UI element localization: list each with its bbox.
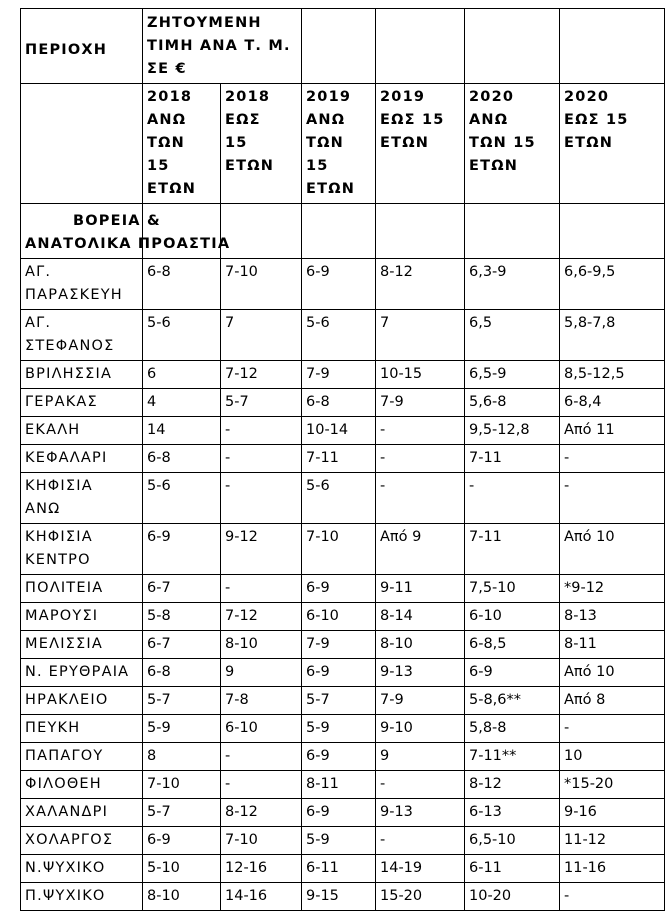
area-cell — [21, 417, 143, 445]
area-cell — [21, 883, 143, 911]
price-cell: - — [221, 575, 302, 603]
price-cell: 14-19 — [376, 855, 465, 883]
price-cell: 14-16 — [221, 883, 302, 911]
area-name-line: ΜΕΛΙΣΣΙΑ — [25, 636, 103, 652]
price-cell: 5-10 — [143, 855, 221, 883]
price-cell: 6,5-9 — [465, 361, 560, 389]
price-cell: - — [376, 473, 465, 524]
price-cell: 5-9 — [143, 715, 221, 743]
price-cell: 6-8 — [143, 445, 221, 473]
column-header-line: ΕΤΩΝ — [380, 135, 430, 151]
price-cell: 7-11** — [465, 743, 560, 771]
column-header-line: 2020 — [564, 89, 610, 105]
price-cell: 7-11 — [465, 445, 560, 473]
price-cell: 6,3-9 — [465, 259, 560, 310]
price-cell: 9 — [221, 659, 302, 687]
column-header-line: 2019 — [306, 89, 352, 105]
area-name-line: ΧΑΛΑΝΔΡΙ — [25, 804, 109, 820]
area-name-line: ΠΕΥΚΗ — [25, 720, 81, 736]
price-cell: Από 10 — [560, 524, 665, 575]
column-header-line: ΤΩΝ — [306, 135, 344, 151]
price-cell: 5-8,6** — [465, 687, 560, 715]
area-cell — [21, 687, 143, 715]
section-empty-cell — [376, 204, 465, 259]
area-name-line: ΒΡΙΛΗΣΣΙΑ — [25, 366, 113, 382]
price-cell: 8-11 — [302, 771, 376, 799]
table-row — [21, 417, 665, 445]
header-empty-cell — [376, 9, 465, 84]
area-name-line: ΦΙΛΟΘΕΗ — [25, 776, 102, 792]
table-row — [21, 883, 665, 911]
price-cell: 9,5-12,8 — [465, 417, 560, 445]
price-cell: 5-7 — [143, 687, 221, 715]
area-cell — [21, 855, 143, 883]
price-cell: 5-6 — [302, 310, 376, 361]
price-cell: - — [376, 417, 465, 445]
table-row — [21, 310, 665, 361]
section-heading-line: ΑΝΑΤΟΛΙΚΑ ΠΡΟΑΣΤΙΑ — [25, 236, 231, 252]
price-cell: 9-16 — [560, 799, 665, 827]
price-cell: Από 10 — [560, 659, 665, 687]
table-row — [21, 687, 665, 715]
section-empty-cell — [302, 204, 376, 259]
price-cell: 5,8-8 — [465, 715, 560, 743]
price-cell: - — [376, 445, 465, 473]
price-cell: 6-9 — [302, 799, 376, 827]
price-cell: 6-11 — [465, 855, 560, 883]
area-cell — [21, 575, 143, 603]
area-name-line: ΚΕΝΤΡΟ — [25, 552, 91, 568]
price-cell: 6,6-9,5 — [560, 259, 665, 310]
price-cell: - — [560, 883, 665, 911]
column-header — [143, 84, 221, 204]
column-header-line: ΕΤΩΝ — [469, 158, 519, 174]
price-cell: 7-12 — [221, 361, 302, 389]
area-cell — [21, 361, 143, 389]
area-cell — [21, 259, 143, 310]
price-cell: 7-8 — [221, 687, 302, 715]
header-empty-cell — [560, 9, 665, 84]
area-cell — [21, 659, 143, 687]
price-cell: - — [221, 417, 302, 445]
section-row — [21, 204, 665, 259]
price-cell: 6-8 — [143, 259, 221, 310]
table-row — [21, 603, 665, 631]
area-name-line: ΓΕΡΑΚΑΣ — [25, 394, 98, 410]
price-cell: 7-10 — [143, 771, 221, 799]
price-cell: 5-7 — [302, 687, 376, 715]
column-header — [302, 84, 376, 204]
price-cell: - — [560, 473, 665, 524]
column-header — [465, 84, 560, 204]
table-row — [21, 575, 665, 603]
price-cell: 8-10 — [376, 631, 465, 659]
price-cell: - — [221, 771, 302, 799]
area-header-label: ΠΕΡΙΟΧΗ — [25, 41, 108, 58]
price-cell: - — [221, 473, 302, 524]
price-cell: 8-12 — [376, 259, 465, 310]
price-cell: 6-9 — [302, 259, 376, 310]
area-cell — [21, 743, 143, 771]
price-cell: 11-12 — [560, 827, 665, 855]
price-cell: 9-13 — [376, 659, 465, 687]
column-header — [560, 84, 665, 204]
column-header-line: 2018 — [147, 89, 193, 105]
column-header-line: ΑΝΩ — [306, 112, 346, 128]
price-cell: 7-10 — [221, 259, 302, 310]
section-heading-line: ΒΟΡΕΙΑ & — [73, 213, 161, 229]
area-cell — [21, 445, 143, 473]
area-cell — [21, 827, 143, 855]
area-name-line: ΧΟΛΑΡΓΟΣ — [25, 832, 114, 848]
price-cell: 6-8 — [143, 659, 221, 687]
table-row — [21, 445, 665, 473]
price-cell: 6-9 — [143, 827, 221, 855]
area-name-line: Ν.ΨΥΧΙΚΟ — [25, 860, 106, 876]
price-cell: 8-11 — [560, 631, 665, 659]
area-name-line: ΠΑΠΑΓΟΥ — [25, 748, 104, 764]
column-header-line: ΤΩΝ — [147, 135, 185, 151]
area-name-line: Π.ΨΥΧΙΚΟ — [25, 888, 106, 904]
price-cell: 5-9 — [302, 827, 376, 855]
price-table — [20, 8, 665, 911]
price-cell: 9 — [376, 743, 465, 771]
column-header-line: ΤΩΝ 15 — [469, 135, 536, 151]
price-cell: 6-7 — [143, 631, 221, 659]
section-empty-cell — [465, 204, 560, 259]
column-header-line: ΕΤΩΝ — [147, 181, 197, 197]
area-name-line: ΑΓ. — [25, 264, 52, 280]
price-cell: 5-8 — [143, 603, 221, 631]
area-cell — [21, 389, 143, 417]
area-cell — [21, 631, 143, 659]
price-cell: 6-9 — [302, 743, 376, 771]
price-cell: 12-16 — [221, 855, 302, 883]
price-cell: 9-10 — [376, 715, 465, 743]
table-row — [21, 659, 665, 687]
table-row — [21, 715, 665, 743]
area-header — [21, 9, 143, 84]
column-header-line: 15 — [225, 135, 248, 151]
price-cell: 6-10 — [465, 603, 560, 631]
column-header-line: ΕΤΩΝ — [306, 181, 356, 197]
header-row-top — [21, 9, 665, 84]
section-empty-cell — [221, 204, 302, 259]
area-cell — [21, 603, 143, 631]
price-cell: 5-6 — [143, 473, 221, 524]
price-cell: 8 — [143, 743, 221, 771]
price-cell: 6-8,5 — [465, 631, 560, 659]
table-row — [21, 855, 665, 883]
price-cell: - — [221, 445, 302, 473]
price-cell: 11-16 — [560, 855, 665, 883]
price-header-line: ΣΕ € — [147, 61, 187, 77]
price-cell: 6-9 — [465, 659, 560, 687]
price-cell: 9-12 — [221, 524, 302, 575]
price-cell: 6-10 — [221, 715, 302, 743]
price-cell: 8-10 — [221, 631, 302, 659]
price-cell: 6-7 — [143, 575, 221, 603]
area-cell — [21, 524, 143, 575]
price-cell: 7-12 — [221, 603, 302, 631]
table-row — [21, 631, 665, 659]
table-row — [21, 361, 665, 389]
price-cell: 7-10 — [302, 524, 376, 575]
header-empty-cell — [465, 9, 560, 84]
price-cell: 9-11 — [376, 575, 465, 603]
price-cell: 7-10 — [221, 827, 302, 855]
column-header — [221, 84, 302, 204]
header-empty-cell — [302, 9, 376, 84]
column-header-line: ΑΝΩ — [147, 112, 187, 128]
price-cell: 8,5-12,5 — [560, 361, 665, 389]
header-empty-cell — [21, 84, 143, 204]
column-header-line: ΕΤΩΝ — [225, 158, 275, 174]
area-name-line: ΜΑΡΟΥΣΙ — [25, 608, 99, 624]
price-cell: 7-9 — [302, 361, 376, 389]
area-cell — [21, 799, 143, 827]
price-cell: 6-10 — [302, 603, 376, 631]
price-cell: 7-11 — [465, 524, 560, 575]
price-cell: 6-9 — [143, 524, 221, 575]
price-cell: 5-7 — [221, 389, 302, 417]
price-cell: 10-14 — [302, 417, 376, 445]
area-name-line: ΚΕΦΑΛΑΡΙ — [25, 450, 108, 466]
area-cell — [21, 473, 143, 524]
price-cell: *9-12 — [560, 575, 665, 603]
area-name-line: ΗΡΑΚΛΕΙΟ — [25, 692, 109, 708]
price-cell: 8-14 — [376, 603, 465, 631]
table-row — [21, 389, 665, 417]
price-cell: 4 — [143, 389, 221, 417]
price-cell: 6-8 — [302, 389, 376, 417]
column-header-line: 2019 — [380, 89, 426, 105]
area-name-line: ΚΗΦΙΣΙΑ — [25, 529, 93, 545]
area-name-line: Ν. ΕΡΥΘΡΑΙΑ — [25, 664, 130, 680]
price-cell: 15-20 — [376, 883, 465, 911]
price-cell: - — [465, 473, 560, 524]
price-cell: 6 — [143, 361, 221, 389]
price-cell: 7-9 — [376, 687, 465, 715]
price-cell: 5-9 — [302, 715, 376, 743]
column-header-line: ΕΩΣ 15 — [380, 112, 445, 128]
price-cell: 10-20 — [465, 883, 560, 911]
price-cell: 5,6-8 — [465, 389, 560, 417]
price-header — [143, 9, 302, 84]
column-header-line: 2018 — [225, 89, 271, 105]
table-row — [21, 524, 665, 575]
price-cell: 5,8-7,8 — [560, 310, 665, 361]
price-cell: 7 — [221, 310, 302, 361]
price-cell: 8-12 — [465, 771, 560, 799]
price-cell: - — [560, 715, 665, 743]
price-cell: - — [376, 827, 465, 855]
area-name-line: ΠΑΡΑΣΚΕΥΗ — [25, 287, 123, 303]
price-cell: 7-11 — [302, 445, 376, 473]
header-row-years — [21, 84, 665, 204]
price-header-line: ΖΗΤΟΥΜΕΝΗ — [147, 15, 262, 31]
area-cell — [21, 715, 143, 743]
price-cell: 14 — [143, 417, 221, 445]
column-header-line: ΕΤΩΝ — [564, 135, 614, 151]
price-cell: *15-20 — [560, 771, 665, 799]
column-header-line: ΕΩΣ — [225, 112, 261, 128]
price-cell: 10-15 — [376, 361, 465, 389]
price-cell: 9-15 — [302, 883, 376, 911]
column-header-line: 15 — [306, 158, 329, 174]
price-cell: 7-9 — [302, 631, 376, 659]
table-row — [21, 827, 665, 855]
table-row — [21, 771, 665, 799]
price-cell: 6,5 — [465, 310, 560, 361]
section-heading — [21, 204, 231, 259]
price-cell: 5-6 — [143, 310, 221, 361]
price-cell: 6,5-10 — [465, 827, 560, 855]
price-cell: - — [560, 445, 665, 473]
area-cell — [21, 310, 143, 361]
price-cell: Από 9 — [376, 524, 465, 575]
area-name-line: ΠΟΛΙΤΕΙΑ — [25, 580, 104, 596]
table-row — [21, 473, 665, 524]
area-name-line: ΣΤΕΦΑΝΟΣ — [25, 338, 115, 354]
price-cell: Από 8 — [560, 687, 665, 715]
price-cell: 10 — [560, 743, 665, 771]
price-cell: 6-13 — [465, 799, 560, 827]
price-cell: 7,5-10 — [465, 575, 560, 603]
area-name-line: ΑΓ. — [25, 315, 52, 331]
table-row — [21, 259, 665, 310]
price-cell: - — [221, 743, 302, 771]
area-name-line: ΕΚΑΛΗ — [25, 422, 81, 438]
price-cell: - — [376, 771, 465, 799]
table-row — [21, 743, 665, 771]
column-header-line: 2020 — [469, 89, 515, 105]
area-name-line: ΚΗΦΙΣΙΑ — [25, 478, 93, 494]
price-cell: 8-13 — [560, 603, 665, 631]
area-cell — [21, 771, 143, 799]
price-cell: 7-9 — [376, 389, 465, 417]
price-cell: 6-8,4 — [560, 389, 665, 417]
price-header-line: ΤΙΜΗ ΑΝΑ Τ. Μ. — [147, 38, 291, 54]
price-cell: 5-6 — [302, 473, 376, 524]
price-cell: 8-12 — [221, 799, 302, 827]
price-cell: 9-13 — [376, 799, 465, 827]
price-cell: 8-10 — [143, 883, 221, 911]
price-cell: 7 — [376, 310, 465, 361]
price-cell: 6-9 — [302, 659, 376, 687]
column-header — [376, 84, 465, 204]
column-header-line: ΑΝΩ — [469, 112, 509, 128]
table-row — [21, 799, 665, 827]
price-cell: 6-9 — [302, 575, 376, 603]
column-header-line: ΕΩΣ 15 — [564, 112, 629, 128]
column-header-line: 15 — [147, 158, 170, 174]
area-name-line: ΑΝΩ — [25, 501, 61, 517]
price-cell: Από 11 — [560, 417, 665, 445]
price-cell: 5-7 — [143, 799, 221, 827]
section-empty-cell — [560, 204, 665, 259]
price-cell: 6-11 — [302, 855, 376, 883]
